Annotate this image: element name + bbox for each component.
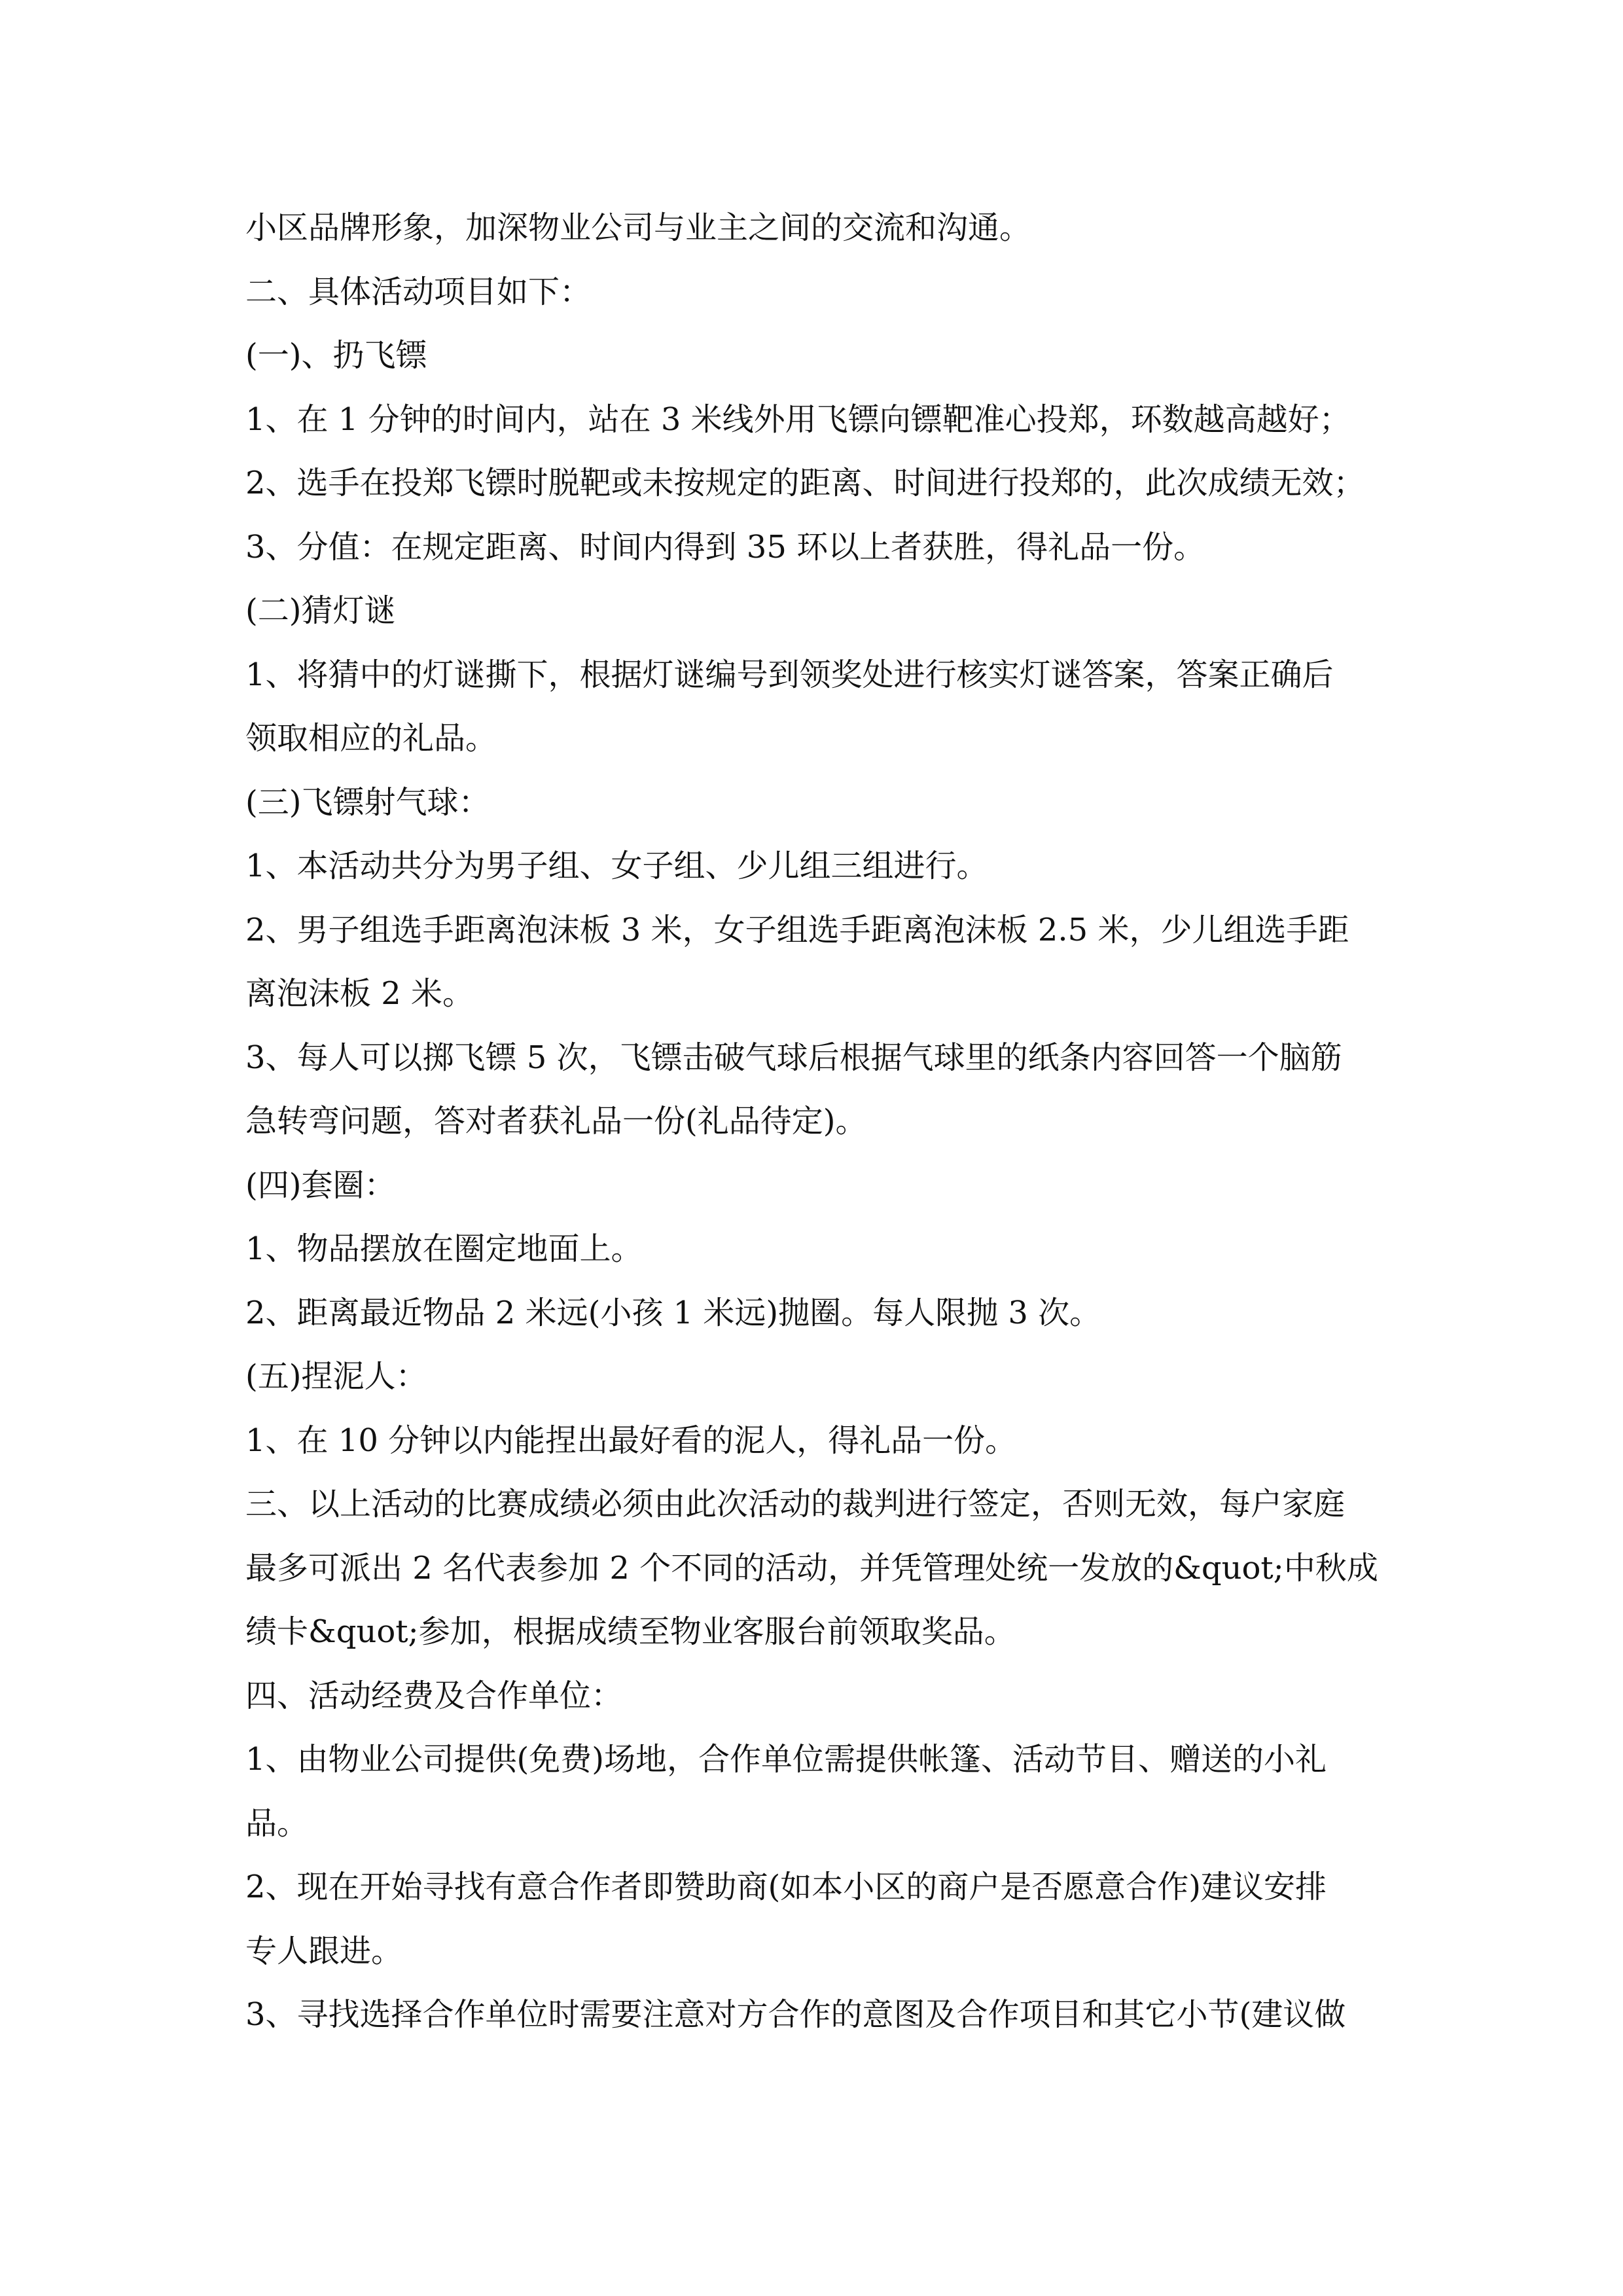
text-line: 1、由物业公司提供(免费)场地，合作单位需提供帐篷、活动节目、赠送的小礼: [245, 1741, 1327, 1778]
text-line: 离泡沫板 2 米。: [245, 975, 474, 1012]
subsection-heading: (一)、扔飞镖: [245, 337, 427, 374]
document-body: [245, 196, 1397, 2047]
text-line: 领取相应的礼品。: [245, 720, 497, 757]
text-line: 2、男子组选手距离泡沫板 3 米，女子组选手距离泡沫板 2.5 米，少儿组选手距: [245, 911, 1349, 948]
text-line: 小区品牌形象，加深物业公司与业主之间的交流和沟通。: [245, 209, 1031, 246]
text-line: 1、在 1 分钟的时间内，站在 3 米线外用飞镖向镖靶准心投郑，环数越高越好；: [245, 401, 1351, 438]
text-line: 品。: [245, 1804, 309, 1842]
section-heading: 四、活动经费及合作单位：: [245, 1677, 623, 1714]
text-line: 3、寻找选择合作单位时需要注意对方合作的意图及合作项目和其它小节(建议做: [245, 1996, 1346, 2033]
text-line: 急转弯问题，答对者获礼品一份(礼品待定)。: [245, 1103, 867, 1139]
text-line: 1、本活动共分为男子组、女子组、少儿组三组进行。: [245, 848, 988, 884]
text-line: 2、现在开始寻找有意合作者即赞助商(如本小区的商户是否愿意合作)建议安排: [245, 1869, 1327, 1905]
text-line: 3、每人可以掷飞镖 5 次，飞镖击破气球后根据气球里的纸条内容回答一个脑筋: [245, 1039, 1342, 1076]
text-line: 3、分值：在规定距离、时间内得到 35 环以上者获胜，得礼品一份。: [245, 528, 1205, 565]
subsection-heading: (三)飞镖射气球：: [245, 783, 490, 821]
text-line: 2、选手在投郑飞镖时脱靶或未按规定的距离、时间进行投郑的，此次成绩无效；: [245, 465, 1365, 501]
subsection-heading: (四)套圈：: [245, 1166, 396, 1204]
text-line: 1、物品摆放在圈定地面上。: [245, 1230, 643, 1267]
text-line: 2、距离最近物品 2 米远(小孩 1 米远)抛圈。每人限抛 3 次。: [245, 1294, 1101, 1331]
text-line: 专人跟进。: [245, 1932, 403, 1969]
text-line: 1、将猜中的灯谜撕下，根据灯谜编号到领奖处进行核实灯谜答案，答案正确后: [245, 656, 1334, 693]
subsection-heading: (二)猜灯谜: [245, 592, 396, 629]
subsection-heading: (五)捏泥人：: [245, 1358, 427, 1395]
section-heading: 二、具体活动项目如下：: [245, 273, 592, 310]
section-heading: 三、以上活动的比赛成绩必须由此次活动的裁判进行签定，否则无效，每户家庭: [245, 1486, 1346, 1522]
text-line: 绩卡&quot;参加，根据成绩至物业客服台前领取奖品。: [245, 1613, 1016, 1650]
text-line: 最多可派出 2 名代表参加 2 个不同的活动，并凭管理处统一发放的&quot;中秋成: [245, 1549, 1378, 1587]
text-line: 1、在 10 分钟以内能捏出最好看的泥人，得礼品一份。: [245, 1422, 1017, 1459]
